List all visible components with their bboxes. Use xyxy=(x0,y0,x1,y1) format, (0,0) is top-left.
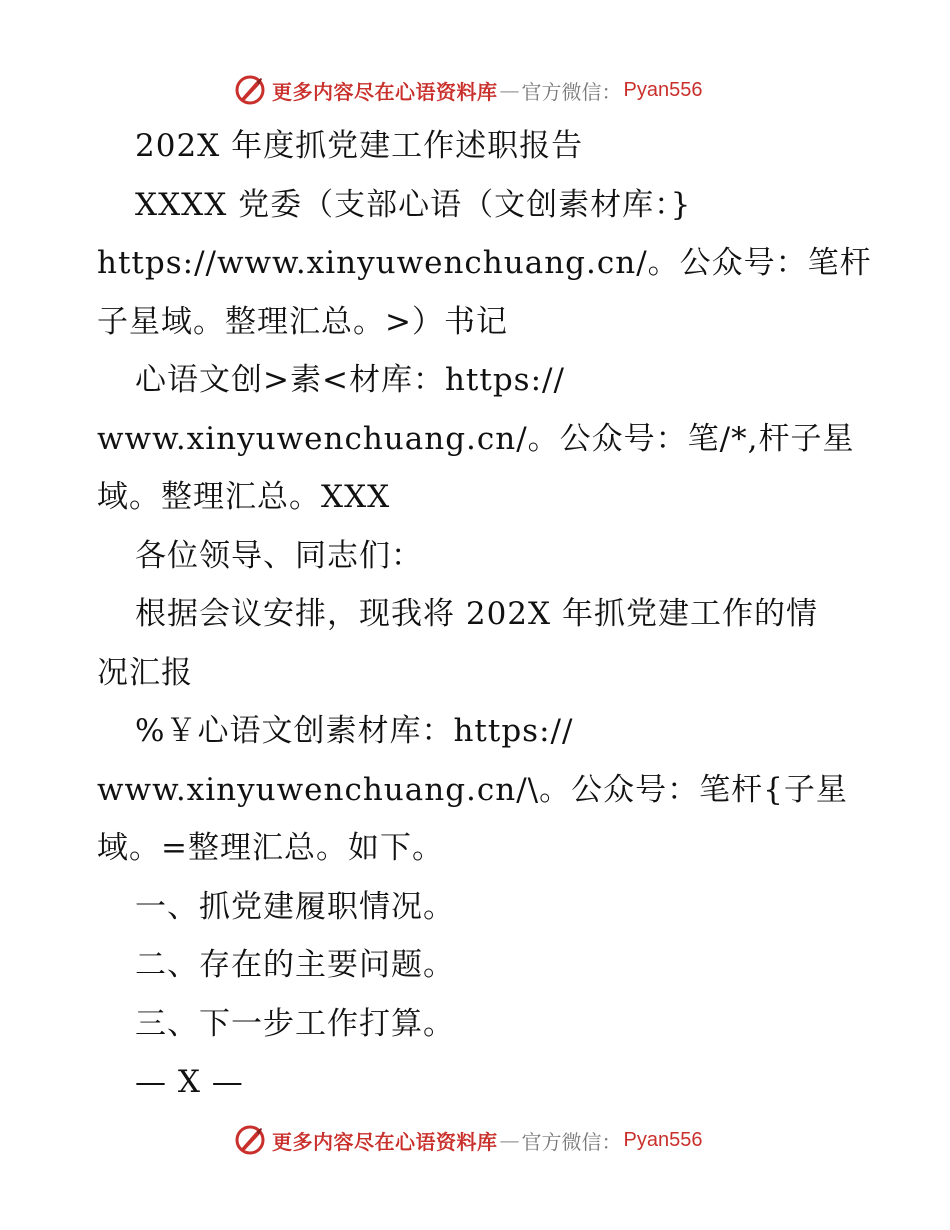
section-item: 二、存在的主要问题。 xyxy=(135,947,455,983)
banner-main-text: 更多内容尽在心语资料库 xyxy=(272,79,498,104)
body-line: 子星域。整理汇总。>）书记 xyxy=(97,303,508,340)
body-line: 心语文创>素<材库：https:// xyxy=(135,362,565,398)
section-item: 一、抓党建履职情况。 xyxy=(135,888,455,925)
banner-wechat-id: Pyan556 xyxy=(623,78,703,101)
quill-logo-icon xyxy=(234,74,266,106)
footer-banner xyxy=(234,1123,734,1157)
body-line: https://www.xinyuwenchuang.cn/。公众号：笔杆 xyxy=(97,245,872,281)
quill-logo-icon xyxy=(234,1124,266,1156)
body-line: 根据会议安排，现我将 202X 年抓党建工作的情 xyxy=(135,596,818,632)
banner-dash: — xyxy=(499,78,520,102)
body-line: XXXX 党委（支部心语（文创素材库：} xyxy=(135,186,692,223)
document-title: 202X 年度抓党建工作述职报告 xyxy=(135,128,584,164)
body-line: 域。整理汇总。XXX xyxy=(97,479,391,515)
banner-dash: — xyxy=(499,1128,520,1152)
body-line: www.xinyuwenchuang.cn/\。公众号：笔杆{子星 xyxy=(97,771,848,808)
section-item: 三、下一步工作打算。 xyxy=(135,1005,455,1042)
body-line: 域。=整理汇总。如下。 xyxy=(97,830,444,866)
greeting-line: 各位领导、同志们： xyxy=(135,537,423,574)
banner-wechat-label: 官方微信： xyxy=(521,79,622,104)
banner-wechat-label: 官方微信： xyxy=(521,1129,622,1154)
banner-wechat-id: Pyan556 xyxy=(623,1128,703,1151)
body-line: 况汇报 xyxy=(97,654,193,691)
body-line: %￥心语文创素材库：https:// xyxy=(135,713,574,749)
header-banner xyxy=(234,73,734,107)
page-number: — X — xyxy=(135,1064,244,1100)
document-body xyxy=(97,117,872,1112)
body-line: www.xinyuwenchuang.cn/。公众号：笔/*,杆子星 xyxy=(97,420,855,457)
banner-main-text: 更多内容尽在心语资料库 xyxy=(272,1129,498,1154)
